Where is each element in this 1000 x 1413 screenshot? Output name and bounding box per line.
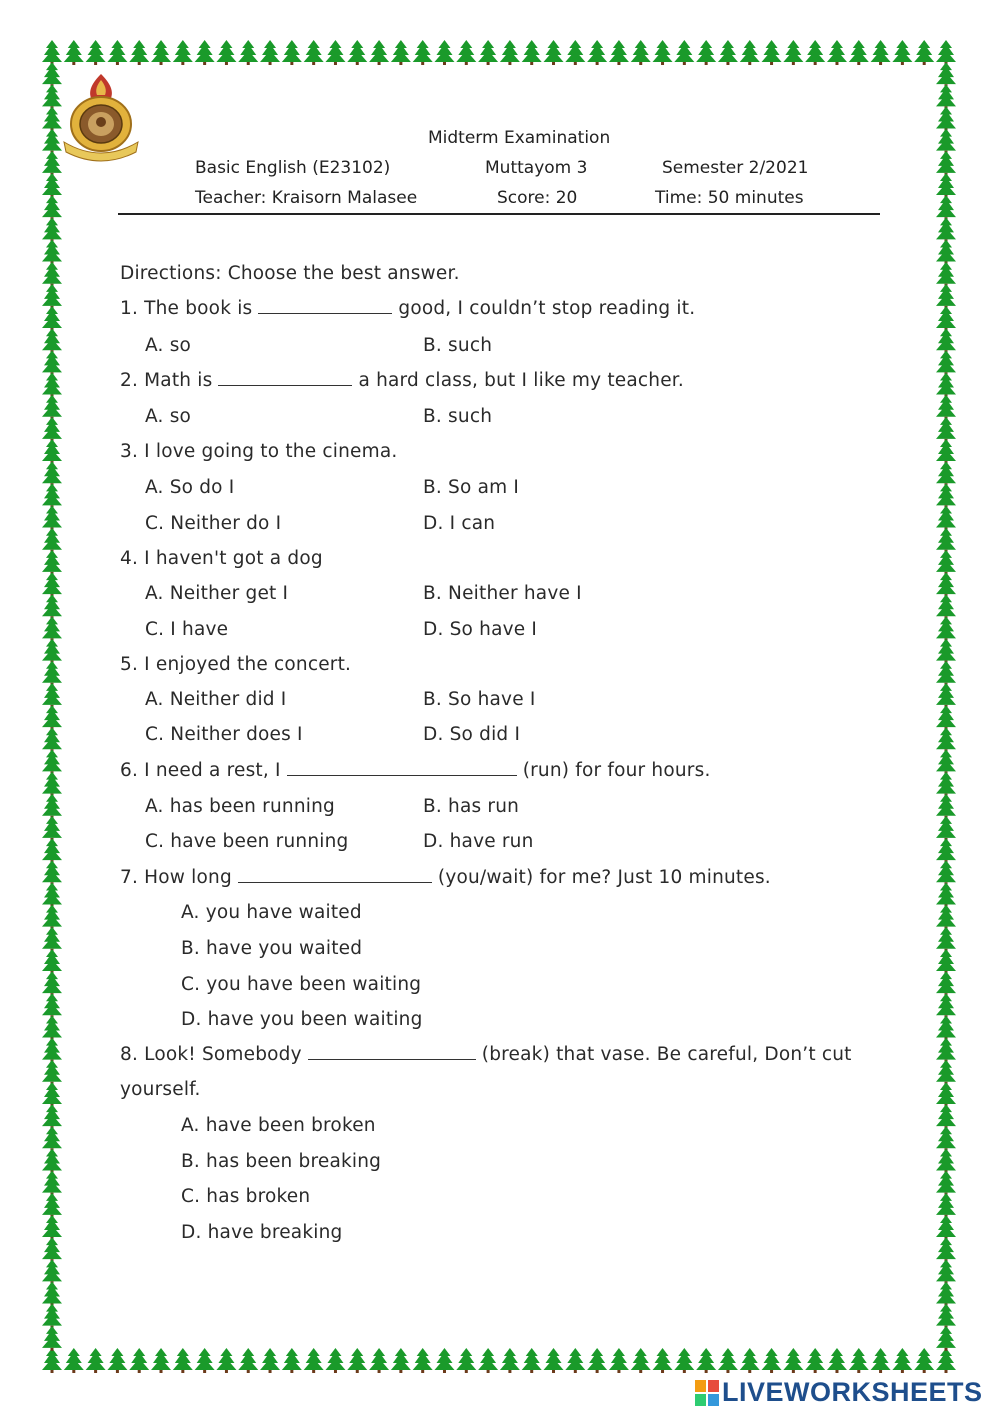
tree-icon: [42, 572, 62, 597]
tree-icon: [936, 461, 956, 486]
option-1b[interactable]: B. such: [423, 335, 493, 356]
option-4b[interactable]: B. Neither have I: [423, 583, 582, 604]
option-4d[interactable]: D. So have I: [423, 619, 538, 640]
tree-icon: [260, 1348, 280, 1373]
question-3: 3. I love going to the cinema.: [120, 441, 398, 462]
tree-icon: [827, 40, 847, 65]
option-8b[interactable]: B. has been breaking: [181, 1151, 382, 1172]
option-8d[interactable]: D. have breaking: [181, 1222, 343, 1243]
option-6d[interactable]: D. have run: [423, 831, 534, 852]
tree-icon: [849, 1348, 869, 1373]
question-2-stem: 2. Math is: [120, 370, 213, 391]
time-limit: Time: 50 minutes: [655, 188, 804, 208]
tree-icon: [936, 794, 956, 819]
tree-icon: [42, 905, 62, 930]
tree-icon: [936, 1060, 956, 1085]
question-7: [120, 867, 771, 888]
option-1a[interactable]: A. so: [145, 335, 192, 356]
answer-blank-8[interactable]: [308, 1045, 476, 1060]
tree-icon: [282, 1348, 302, 1373]
tree-icon: [936, 882, 956, 907]
tree-icon: [42, 971, 62, 996]
tree-icon: [871, 1348, 891, 1373]
tree-icon: [282, 40, 302, 65]
tree-icon: [86, 40, 106, 65]
tree-icon: [129, 40, 149, 65]
tree-icon: [936, 262, 956, 287]
tree-icon: [936, 1171, 956, 1196]
tree-icon: [936, 528, 956, 553]
tree-icon: [762, 1348, 782, 1373]
tree-icon: [456, 40, 476, 65]
option-2b[interactable]: B. such: [423, 406, 493, 427]
tree-icon: [42, 217, 62, 242]
tree-icon: [936, 683, 956, 708]
tree-icon: [936, 594, 956, 619]
tree-icon: [42, 240, 62, 265]
option-6a[interactable]: A. has been running: [145, 796, 335, 817]
answer-blank-6[interactable]: [287, 761, 517, 776]
tree-icon: [674, 40, 694, 65]
tree-icon: [173, 40, 193, 65]
question-1-tail: good, I couldn’t stop reading it.: [398, 298, 696, 319]
question-8-stem: 8. Look! Somebody: [120, 1044, 302, 1065]
tree-icon: [827, 1348, 847, 1373]
tree-icon: [936, 905, 956, 930]
tree-icon: [936, 1126, 956, 1151]
tree-icon: [42, 727, 62, 752]
question-6: [120, 760, 711, 781]
tree-icon: [892, 40, 912, 65]
liveworksheets-logo-icon: [695, 1378, 721, 1408]
tree-icon: [42, 1348, 62, 1373]
tree-icon: [42, 838, 62, 863]
tree-icon: [936, 1104, 956, 1129]
tree-icon: [544, 40, 564, 65]
tree-icon: [151, 40, 171, 65]
tree-icon: [42, 1281, 62, 1306]
tree-icon: [936, 1304, 956, 1329]
tree-icon: [936, 284, 956, 309]
question-7-stem: 7. How long: [120, 867, 232, 888]
tree-icon: [914, 40, 934, 65]
tree-icon: [42, 749, 62, 774]
tree-icon: [42, 1171, 62, 1196]
option-4c[interactable]: C. I have: [145, 619, 229, 640]
tree-icon: [936, 749, 956, 774]
tree-icon: [936, 705, 956, 730]
tree-icon: [522, 1348, 542, 1373]
total-score: Score: 20: [497, 188, 578, 208]
answer-blank-1[interactable]: [258, 299, 392, 314]
question-8-tail: (break) that vase. Be careful, Don’t cut: [481, 1044, 852, 1065]
tree-icon: [42, 594, 62, 619]
tree-icon: [936, 1082, 956, 1107]
tree-icon: [42, 395, 62, 420]
tree-icon: [936, 1237, 956, 1262]
tree-icon: [936, 772, 956, 797]
semester: Semester 2/2021: [662, 158, 809, 178]
tree-icon: [936, 1038, 956, 1063]
tree-icon: [304, 40, 324, 65]
tree-icon: [238, 40, 258, 65]
tree-icon: [936, 62, 956, 87]
tree-icon: [936, 173, 956, 198]
option-8a[interactable]: A. have been broken: [181, 1115, 376, 1136]
tree-icon: [500, 1348, 520, 1373]
question-2-tail: a hard class, but I like my teacher.: [358, 370, 684, 391]
tree-icon: [42, 949, 62, 974]
tree-icon: [42, 639, 62, 664]
option-3a[interactable]: A. So do I: [145, 477, 235, 498]
tree-icon: [42, 306, 62, 331]
tree-icon: [936, 927, 956, 952]
answer-blank-7[interactable]: [238, 868, 432, 883]
tree-icon: [42, 262, 62, 287]
tree-icon: [674, 1348, 694, 1373]
tree-icon: [522, 40, 542, 65]
tree-icon: [64, 40, 84, 65]
option-6b[interactable]: B. has run: [423, 796, 520, 817]
grade-level: Muttayom 3: [485, 158, 588, 178]
option-5a[interactable]: A. Neither did I: [145, 689, 287, 710]
tree-icon: [42, 195, 62, 220]
tree-icon: [936, 1348, 956, 1373]
tree-icon: [478, 40, 498, 65]
tree-icon: [936, 1193, 956, 1218]
course-name: Basic English (E23102): [195, 158, 391, 178]
tree-icon: [696, 40, 716, 65]
tree-icon: [936, 350, 956, 375]
tree-icon: [936, 328, 956, 353]
tree-icon: [936, 1215, 956, 1240]
tree-icon: [936, 727, 956, 752]
tree-icon: [42, 350, 62, 375]
tree-icon: [587, 40, 607, 65]
exam-title: Midterm Examination: [428, 128, 611, 148]
tree-icon: [805, 40, 825, 65]
option-7a[interactable]: A. you have waited: [181, 902, 362, 923]
tree-icon: [936, 993, 956, 1018]
tree-icon: [42, 616, 62, 641]
tree-icon: [42, 461, 62, 486]
tree-icon: [762, 40, 782, 65]
tree-icon: [413, 40, 433, 65]
tree-icon: [936, 506, 956, 531]
tree-icon: [107, 40, 127, 65]
tree-icon: [609, 40, 629, 65]
teacher-name: Teacher: Kraisorn Malasee: [195, 188, 418, 208]
tree-icon: [936, 616, 956, 641]
tree-icon: [413, 1348, 433, 1373]
tree-icon: [871, 40, 891, 65]
tree-icon: [936, 107, 956, 132]
tree-icon: [42, 373, 62, 398]
tree-icon: [892, 1348, 912, 1373]
tree-icon: [42, 860, 62, 885]
tree-icon: [936, 240, 956, 265]
tree-icon: [347, 40, 367, 65]
tree-icon: [936, 1148, 956, 1173]
tree-icon: [740, 40, 760, 65]
tree-icon: [42, 439, 62, 464]
option-3b[interactable]: B. So am I: [423, 477, 520, 498]
tree-icon: [42, 506, 62, 531]
tree-icon: [42, 483, 62, 508]
question-8-continued: yourself.: [120, 1079, 201, 1100]
question-6-stem: 6. I need a rest, I: [120, 760, 281, 781]
tree-icon: [914, 1348, 934, 1373]
tree-icon: [936, 572, 956, 597]
tree-icon: [653, 1348, 673, 1373]
option-6c[interactable]: C. have been running: [145, 831, 349, 852]
tree-icon: [936, 373, 956, 398]
question-1-stem: 1. The book is: [120, 298, 253, 319]
tree-icon: [783, 1348, 803, 1373]
tree-icon: [783, 40, 803, 65]
tree-icon: [195, 40, 215, 65]
tree-icon: [456, 1348, 476, 1373]
tree-icon: [936, 417, 956, 442]
tree-icon: [936, 151, 956, 176]
tree-icon: [936, 1281, 956, 1306]
tree-icon: [936, 639, 956, 664]
option-3d[interactable]: D. I can: [423, 513, 496, 534]
question-1: [120, 298, 695, 319]
tree-icon: [325, 40, 345, 65]
tree-icon: [936, 395, 956, 420]
tree-icon: [805, 1348, 825, 1373]
question-5: 5. I enjoyed the concert.: [120, 654, 352, 675]
tree-icon: [42, 417, 62, 442]
tree-icon: [304, 1348, 324, 1373]
tree-icon: [718, 40, 738, 65]
tree-icon: [565, 40, 585, 65]
tree-icon: [42, 927, 62, 952]
question-6-tail: (run) for four hours.: [522, 760, 711, 781]
liveworksheets-brand[interactable]: LIVEWORKSHEETS: [722, 1377, 983, 1407]
tree-icon: [587, 1348, 607, 1373]
tree-icon: [936, 1015, 956, 1040]
option-7c[interactable]: C. you have been waiting: [181, 974, 422, 995]
tree-icon: [42, 661, 62, 686]
header-divider: [118, 213, 880, 215]
tree-icon: [42, 794, 62, 819]
question-7-tail: (you/wait) for me? Just 10 minutes.: [437, 867, 771, 888]
tree-icon: [42, 882, 62, 907]
tree-icon: [369, 1348, 389, 1373]
tree-icon: [42, 705, 62, 730]
tree-icon: [478, 1348, 498, 1373]
tree-icon: [544, 1348, 564, 1373]
tree-icon: [42, 40, 62, 65]
tree-icon: [500, 40, 520, 65]
tree-icon: [609, 1348, 629, 1373]
option-3c[interactable]: C. Neither do I: [145, 513, 282, 534]
tree-icon: [936, 483, 956, 508]
tree-icon: [42, 284, 62, 309]
tree-icon: [64, 1348, 84, 1373]
tree-icon: [936, 217, 956, 242]
tree-icon: [42, 1259, 62, 1284]
tree-icon: [936, 860, 956, 885]
tree-icon: [42, 1304, 62, 1329]
tree-icon: [631, 1348, 651, 1373]
option-5b[interactable]: B. So have I: [423, 689, 536, 710]
question-8: [120, 1044, 852, 1065]
tree-icon: [696, 1348, 716, 1373]
tree-icon: [434, 40, 454, 65]
tree-icon: [936, 1326, 956, 1351]
tree-icon: [718, 1348, 738, 1373]
tree-icon: [42, 1082, 62, 1107]
tree-icon: [216, 40, 236, 65]
tree-icon: [42, 1060, 62, 1085]
tree-icon: [42, 816, 62, 841]
question-4: 4. I haven't got a dog: [120, 548, 323, 569]
tree-icon: [936, 439, 956, 464]
question-2: [120, 370, 684, 391]
tree-icon: [936, 1259, 956, 1284]
tree-icon: [936, 971, 956, 996]
tree-icon: [565, 1348, 585, 1373]
tree-icon: [107, 1348, 127, 1373]
tree-icon: [42, 1015, 62, 1040]
tree-icon: [936, 84, 956, 109]
tree-icon: [347, 1348, 367, 1373]
tree-icon: [936, 816, 956, 841]
tree-icon: [849, 40, 869, 65]
tree-icon: [369, 40, 389, 65]
tree-icon: [936, 661, 956, 686]
tree-icon: [42, 772, 62, 797]
tree-icon: [936, 40, 956, 65]
tree-icon: [42, 1215, 62, 1240]
tree-icon: [260, 40, 280, 65]
tree-icon: [42, 1038, 62, 1063]
option-7b[interactable]: B. have you waited: [181, 938, 363, 959]
tree-icon: [391, 40, 411, 65]
tree-icon: [936, 838, 956, 863]
tree-icon: [936, 550, 956, 575]
option-8c[interactable]: C. has broken: [181, 1186, 311, 1207]
option-2a[interactable]: A. so: [145, 406, 192, 427]
tree-icon: [42, 683, 62, 708]
tree-icon: [42, 550, 62, 575]
tree-icon: [42, 1193, 62, 1218]
tree-icon: [391, 1348, 411, 1373]
tree-icon: [151, 1348, 171, 1373]
tree-icon: [936, 949, 956, 974]
option-7d[interactable]: D. have you been waiting: [181, 1009, 423, 1030]
tree-icon: [936, 306, 956, 331]
tree-icon: [434, 1348, 454, 1373]
tree-icon: [216, 1348, 236, 1373]
tree-icon: [86, 1348, 106, 1373]
tree-icon: [42, 1237, 62, 1262]
tree-icon: [936, 129, 956, 154]
tree-icon: [936, 195, 956, 220]
tree-icon: [42, 1104, 62, 1129]
tree-icon: [42, 1326, 62, 1351]
tree-icon: [325, 1348, 345, 1373]
tree-icon: [129, 1348, 149, 1373]
tree-icon: [42, 328, 62, 353]
tree-icon: [653, 40, 673, 65]
tree-icon: [238, 1348, 258, 1373]
tree-icon: [42, 173, 62, 198]
tree-icon: [173, 1348, 193, 1373]
option-5c[interactable]: C. Neither does I: [145, 724, 303, 745]
option-4a[interactable]: A. Neither get I: [145, 583, 289, 604]
tree-icon: [42, 528, 62, 553]
school-crest-icon: [58, 72, 144, 168]
directions: Directions: Choose the best answer.: [120, 263, 460, 284]
option-5d[interactable]: D. So did I: [423, 724, 521, 745]
tree-icon: [740, 1348, 760, 1373]
tree-icon: [42, 1126, 62, 1151]
tree-icon: [42, 993, 62, 1018]
tree-icon: [42, 1148, 62, 1173]
answer-blank-2[interactable]: [218, 371, 352, 386]
tree-icon: [631, 40, 651, 65]
tree-icon: [195, 1348, 215, 1373]
